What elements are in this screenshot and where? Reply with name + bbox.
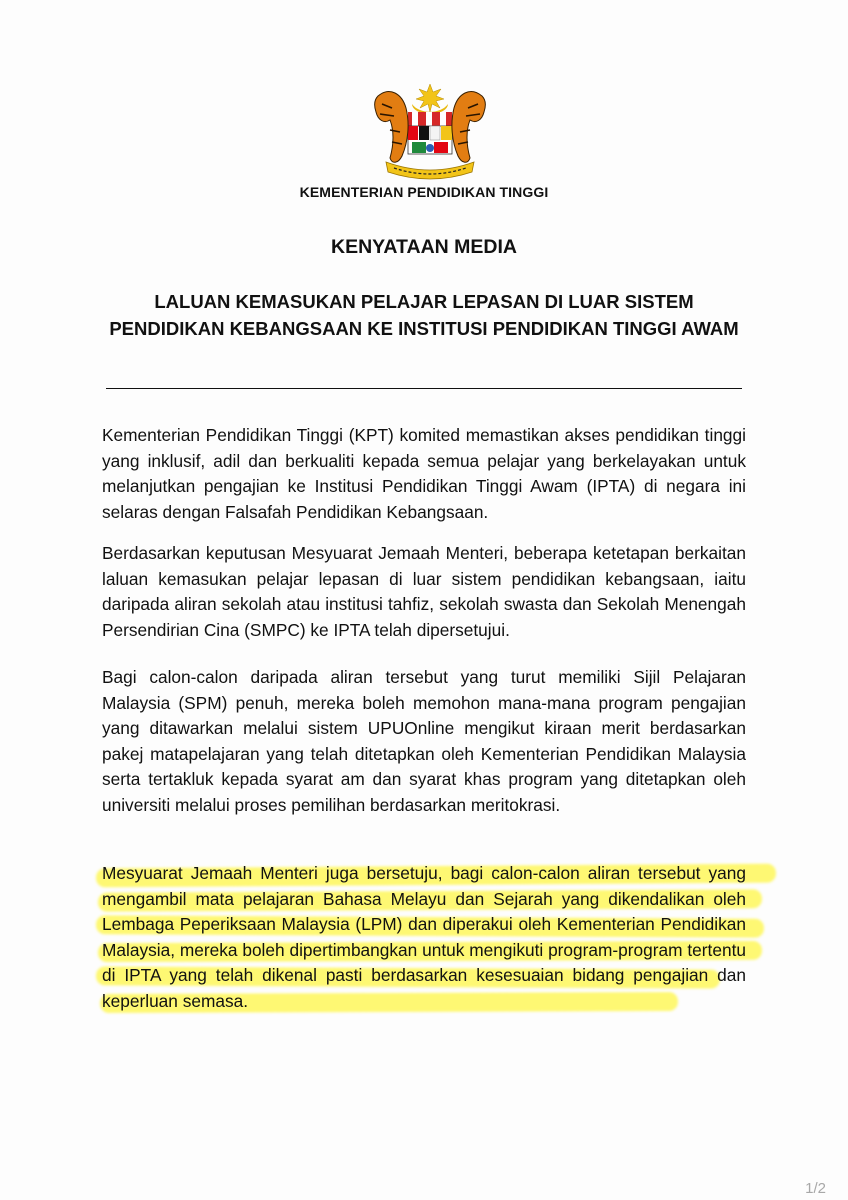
malaysia-coat-of-arms-icon	[368, 82, 492, 184]
page-indicator: 1/2	[805, 1180, 826, 1197]
ministry-name: KEMENTERIAN PENDIDIKAN TINGGI	[299, 184, 549, 200]
heading-divider	[106, 388, 742, 389]
paragraph-2: Berdasarkan keputusan Mesyuarat Jemaah Menteri, beberapa ketetapan berkaitan laluan kemasukan pelajar lepasan di luar sistem pendidikan kebangsaan, iaitu daripada aliran sekolah atau institusi tahfiz, sekolah swasta dan Sekolah Menengah Persendirian Cina (SMPC) ke IPTA telah dipersetujui.	[102, 543, 746, 640]
paragraph-4-highlighted: Mesyuarat Jemaah Menteri juga bersetuju, bagi calon-calon aliran tersebut yang mengambil mata pelajaran Bahasa Melayu dan Sejarah yang dikendalikan oleh Lembaga Peperiksaan Malaysia (LPM) dan diperakui oleh Kementerian Pendidikan Malaysia, mereka boleh dipertimbangkan untuk mengikuti program-program tertentu di IPTA yang telah dikenal pasti berdasarkan kesesuaian bidang pengajian dan keperluan semasa.	[102, 863, 746, 1011]
paragraph-1: Kementerian Pendidikan Tinggi (KPT) komited memastikan akses pendidikan tinggi yang inklusif, adil dan berkualiti kepada semua pelajar yang berkelayakan untuk melanjutkan pengajian ke Institusi Pendidikan Tinggi Awam (IPTA) di negara ini selaras dengan Falsafah Pendidikan Kebangsaan.	[102, 425, 746, 522]
document-heading: LALUAN KEMASUKAN PELAJAR LEPASAN DI LUAR SISTEM PENDIDIKAN KEBANGSAAN KE INSTITUSI PENDIDIKAN TINGGI AWAM	[109, 291, 739, 339]
paragraph-3: Bagi calon-calon daripada aliran tersebut yang turut memiliki Sijil Pelajaran Malaysia (SPM) penuh, mereka boleh memohon mana-mana program pengajian yang ditawarkan melalui sistem UPUOnline mengikut kiraan merit berdasarkan pakej matapelajaran yang telah ditetapkan oleh Kementerian Pendidikan Malaysia serta tertakluk kepada syarat am dan syarat khas program yang ditetapkan oleh universiti melalui proses pemilihan berdasarkan meritokrasi.	[102, 667, 746, 815]
document-label: KENYATAAN MEDIA	[331, 236, 517, 258]
